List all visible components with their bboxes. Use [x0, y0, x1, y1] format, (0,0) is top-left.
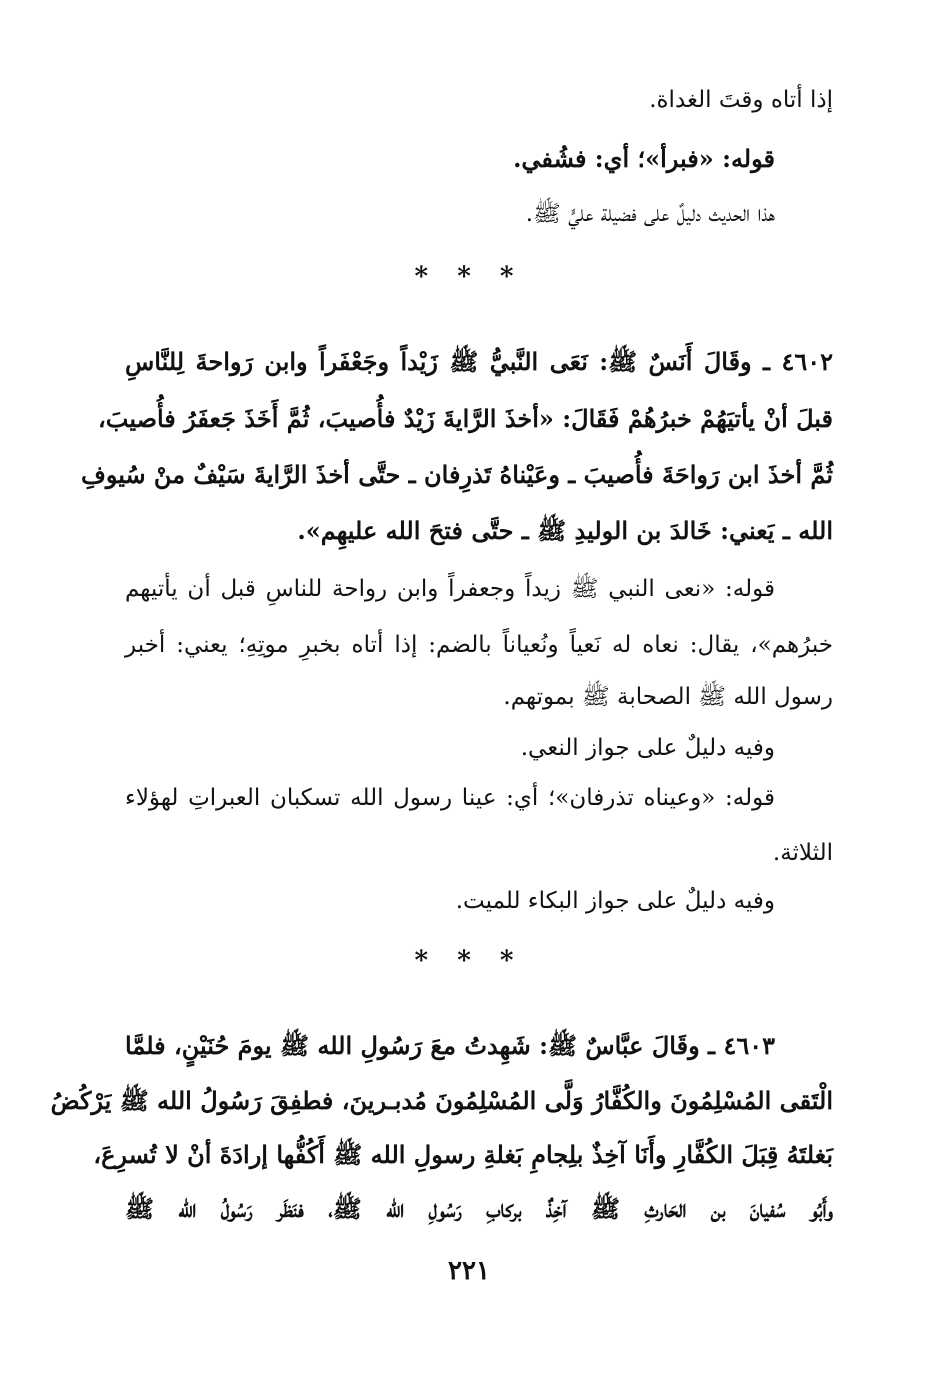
commentary-line: الثلاثة. [772, 840, 833, 866]
commentary-line: قوله: «وعيناه تذرفان»؛ أي: عينا رسول الله تسكبان العبراتِ لهؤلاء [125, 785, 775, 811]
commentary-line: رسول الله ﷺ الصحابة ﷺ بموتهم. [503, 684, 833, 710]
hadith-line: ٤٦٠٣ ـ وقَالَ عبَّاسٌ ﷺ: شَهِدتُ معَ رَسُولِ الله ﷺ يومَ حُنَيْنٍ، فلمَّا [125, 1031, 775, 1060]
hadith-line: بَغلتَهُ قِبَلَ الكُفَّارِ وأَنَا آخِذٌ بلِجامِ بَغلةِ رسولِ الله ﷺ أَكُفُّها إرادَةَ أنْ لا تُسرِعَ، [93, 1140, 833, 1169]
section-separator: * * * [414, 946, 524, 976]
commentary-line: قوله: «نعى النبي ﷺ زيداً وجعفراً وابن رواحة للناسِ قبل أن يأتيهم [125, 576, 775, 602]
section-separator: * * * [414, 262, 524, 292]
text-line: قوله: «فبرأ»؛ أي: فشُفي. [513, 144, 775, 173]
commentary-line: وفيه دليلٌ على جواز البكاء للميت. [455, 888, 775, 914]
hadith-line: الْتَقى المُسْلِمُونَ والكُفَّارُ وَلَّى المُسْلِمُونَ مُدبـرينَ، فطفِقَ رَسُولُ الله ﷺ يَرْكُضُ [50, 1086, 833, 1115]
hadith-line: ٤٦٠٢ ـ وقَالَ أَنَسٌ ﷺ: نَعَى النَّبيُّ ﷺ زَيْداً وجَعْفَراً وابن رَواحةَ لِلنَّاسِ [125, 347, 833, 376]
hadith-line: قبلَ أنْ يأتيَهُمْ خبرُهُمْ فَقَالَ: «أخذَ الرَّايةَ زَيْدٌ فأُصيبَ، ثُمَّ أَخَذَ جَعفَرُ فأُصيبَ، [98, 404, 833, 433]
text-line: هذا الحديث دليلٌ على فضيلة عليٍّ ﷺ. [525, 201, 775, 227]
hadith-line: ثُمَّ أخذَ ابن رَواحَةَ فأُصيبَ ـ وعَيْناهُ تَذرِفان ـ حتَّى أخذَ الرَّايةَ سَيْفٌ منْ سُيوفِ [80, 460, 833, 489]
hadith-line: الله ـ يَعني: خَالدَ بن الوليدِ ﷺ ـ حتَّى فتحَ الله عليهِم». [297, 516, 833, 545]
page-number: ٢٢١ [448, 1256, 490, 1286]
text-line: إذا أتاه وقتَ الغداة. [649, 87, 833, 113]
commentary-line: وفيه دليلٌ على جواز النعي. [520, 735, 775, 761]
commentary-line: خبرُهم»، يقال: نعاه له نَعياً ونُعياناً بالضم: إذا أتاه بخبرِ موتِهِ؛ يعني: أخبر [125, 632, 833, 658]
hadith-line: وأَبُو سُفيانَ بن الحَارثِ ﷺ آخِذٌ بركابِ رَسُولِ الله ﷺ، فنَظَر رَسُولُ الله ﷺ [125, 1194, 833, 1223]
